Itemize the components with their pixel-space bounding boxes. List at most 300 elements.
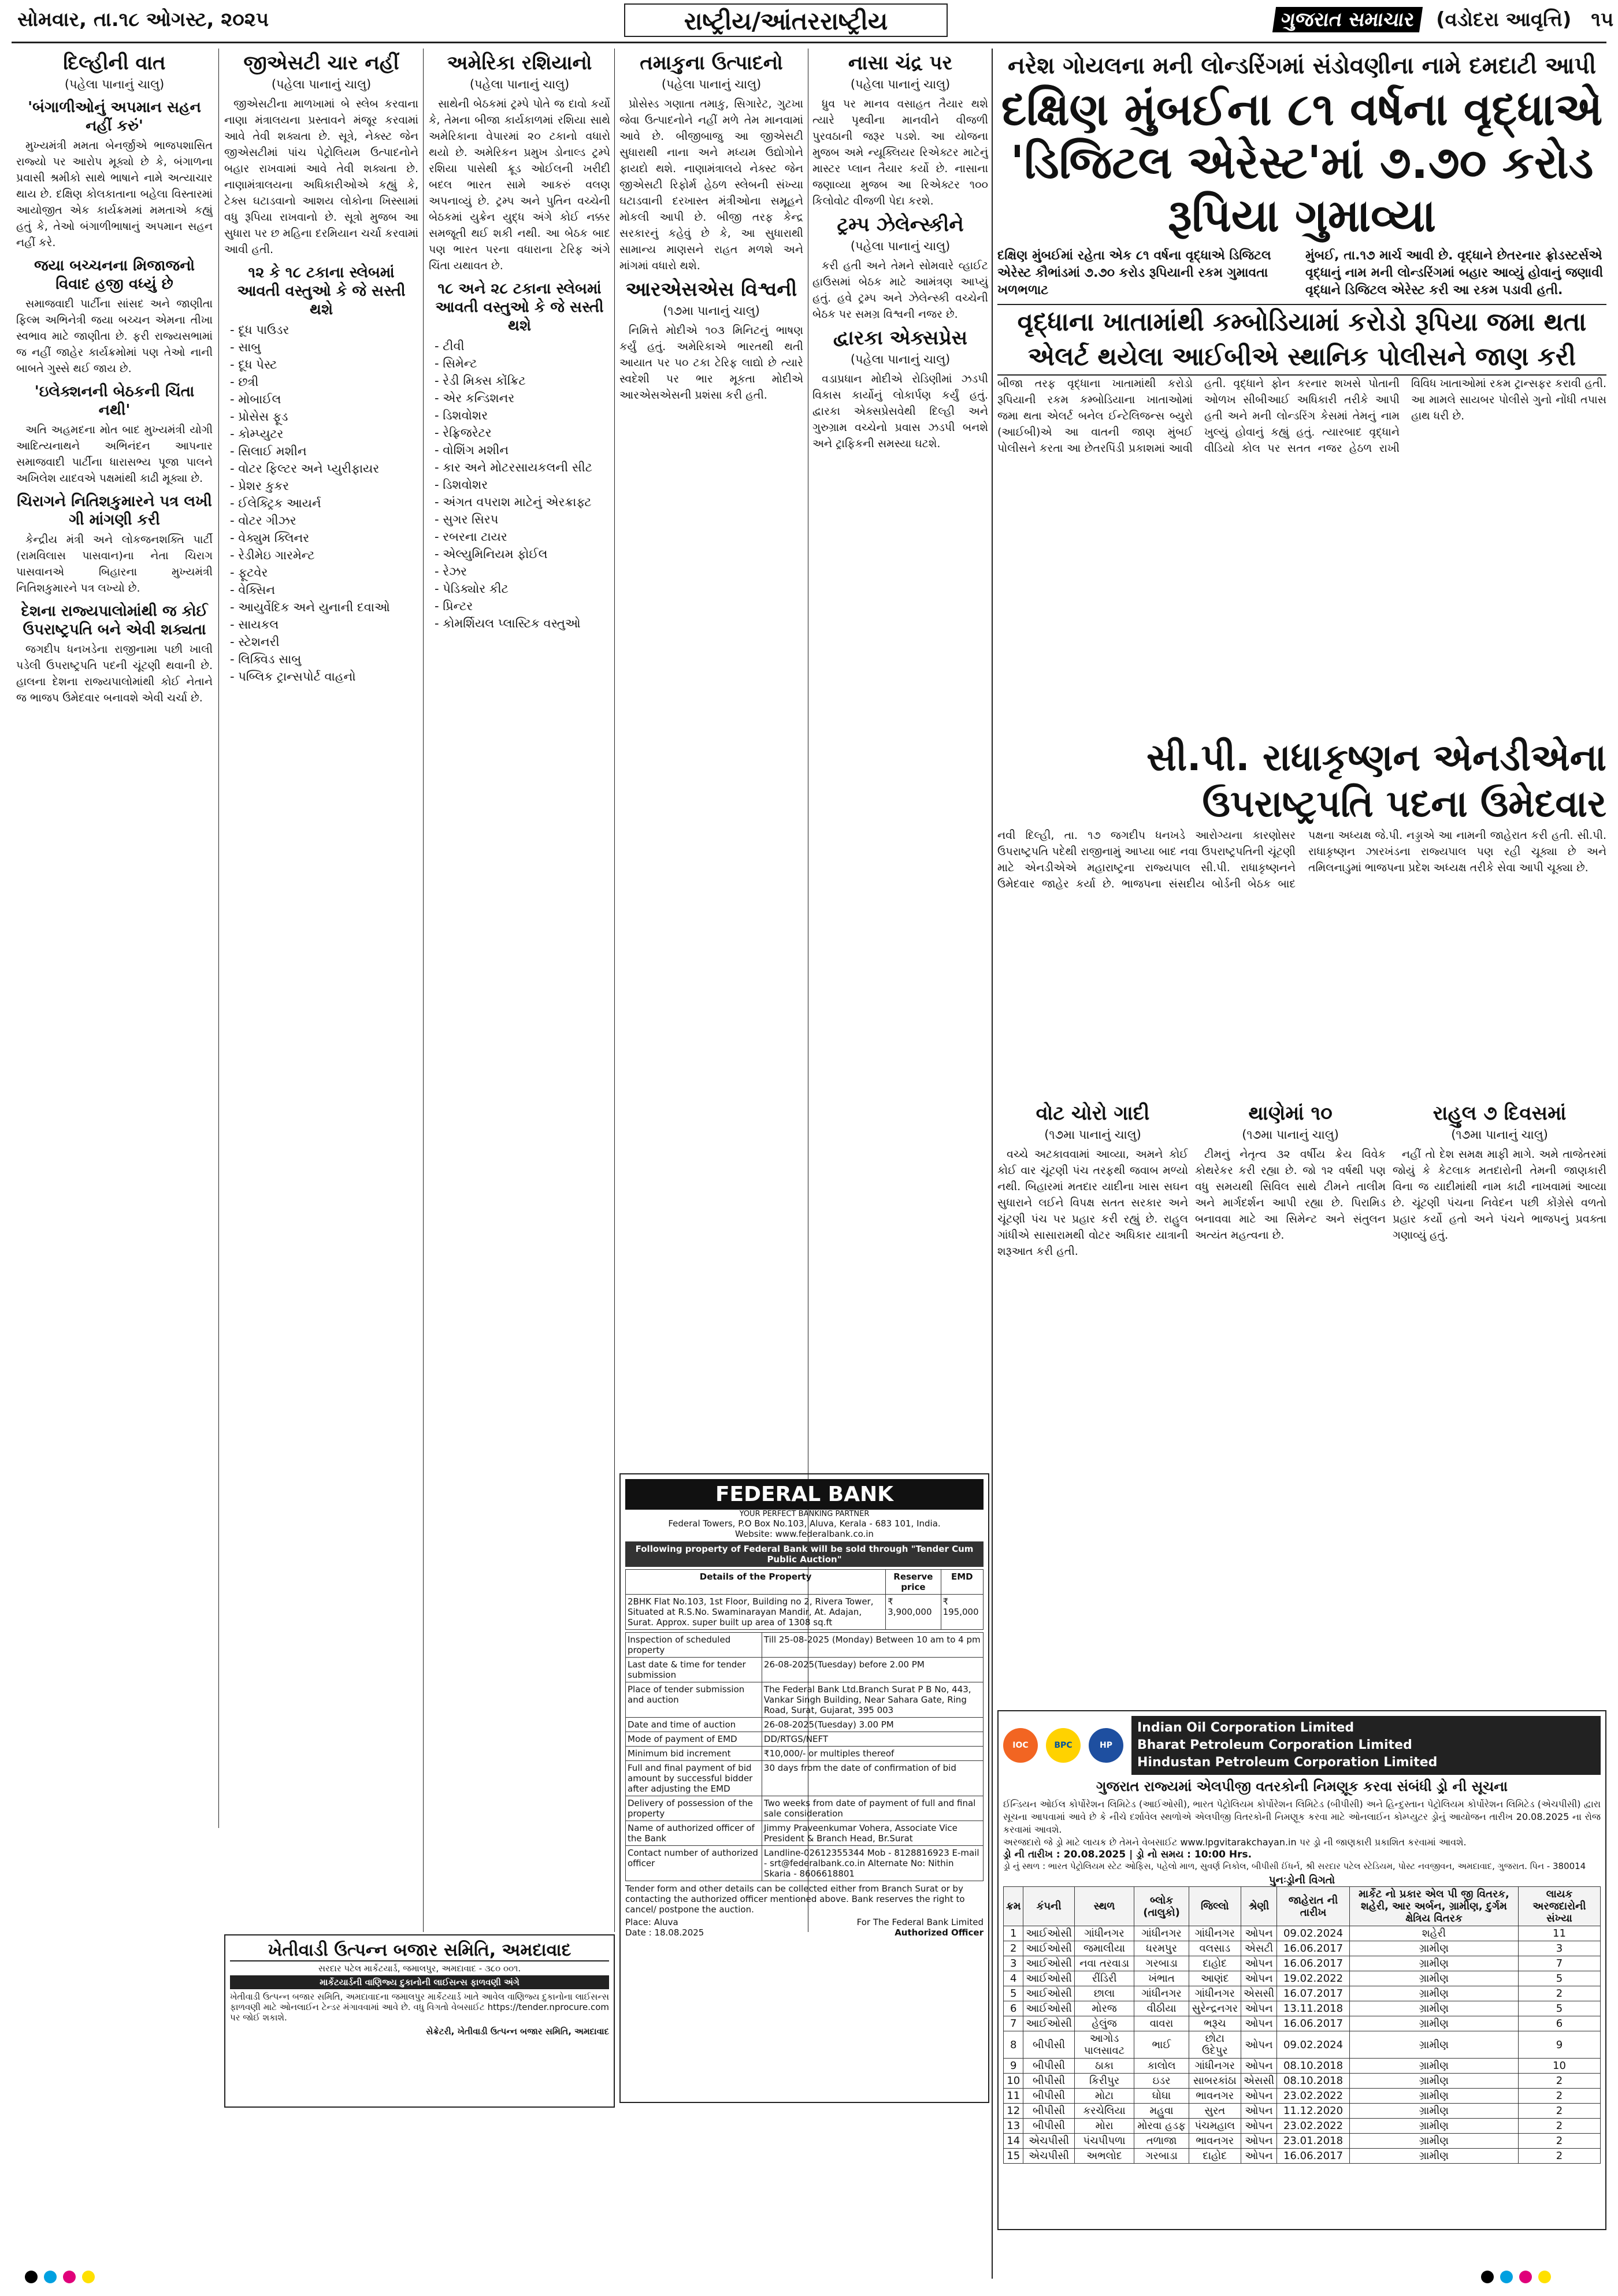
event-label: Full and final payment of bid amount by successful bidder after adjusting the EMD <box>626 1761 762 1796</box>
table-cell: 11 <box>1004 2089 1023 2104</box>
list-item: - સુગર સિરપ <box>435 512 499 526</box>
table-cell: છાલા <box>1074 1986 1134 2001</box>
table-cell: 11 <box>1518 1926 1600 1941</box>
auction-footer: Tender form and other details can be collected either from Branch Surat or by contacting the authorized officer mentioned above. Bank reserves the right to cancel/ postpone the auction. <box>625 1883 965 1915</box>
table-cell: બીપીસી <box>1023 2089 1074 2104</box>
list-item: - છત્રી <box>230 375 259 389</box>
table-cell: ઘોઘા <box>1134 2089 1189 2104</box>
bank-tagline: YOUR PERFECT BANKING PARTNER <box>739 1510 870 1518</box>
table-row <box>1004 2001 1601 2016</box>
table-row <box>1004 2104 1601 2119</box>
article-delhi <box>16 47 213 1827</box>
table-cell: પંચપીપળા <box>1074 2134 1134 2149</box>
table-cell: સુરેન્દ્રનગર <box>1189 2001 1241 2016</box>
property-details: 2BHK Flat No.103, 1st Floor, Building no 2, Rivera Tower, Situated at R.S.No. Swaminarayan Mandir, At. Adajan, Surat. Approx. super built up area of 1308 sq.ft <box>626 1595 886 1630</box>
table-cell: ઓપન <box>1241 2134 1276 2149</box>
event-value: Two weeks from date of payment of full and final sale consideration <box>762 1796 983 1821</box>
table-cell: આઈઓસી <box>1023 1971 1074 1986</box>
section-text: મુખ્યમંત્રી મમતા બેનર્જીએ ભાજપશાસિત રાજ્યો પર આરોપ મૂક્યો છે કે, બંગાળના પ્રવાસી શ્રમીકો સાથે ભાષાને નામે અત્યાચાર થાય છે. દક્ષિણ કોલકાતાના બહેલા વિસ્તારમાં આયોજીત એક કાર્યક્રમમાં મમતાએ કહ્યું હતું કે, તેઓ બંગાળીભાષાનું અપમાન સહન નહીં કરે. <box>16 139 213 249</box>
event-value: ₹10,000/- or multiples thereof <box>762 1747 983 1761</box>
apmc-notice-head: માર્કેટયાર્ડની વાણિજ્ય દુકાનોની લાઈસન્સ ફાળવણી અંગે <box>230 1975 609 1989</box>
apmc-sign: સેક્રેટરી, ખેતીવાડી ઉત્પન્ન બજાર સમિતિ, અમદાવાદ <box>426 2026 609 2037</box>
table-cell: મોરવા હડફ <box>1134 2119 1189 2134</box>
edition-label: (વડોદરા આવૃત્તિ) <box>1436 8 1572 31</box>
table-row <box>1004 1956 1601 1971</box>
col-header: EMD <box>941 1570 983 1595</box>
table-cell: અભલોદ <box>1074 2149 1134 2164</box>
table-row <box>1004 2031 1601 2059</box>
article-title: દ્વારકા એક્સપ્રેસ <box>833 326 968 350</box>
table-cell: બીપીસી <box>1023 2031 1074 2059</box>
continued-note: (પહેલા પાનાનું ચાલુ) <box>850 77 951 91</box>
table-cell: ગાંધીનગર <box>1074 1926 1134 1941</box>
list-item: - રેડી મિક્સ કોંક્રિટ <box>435 374 526 388</box>
article-text: જીએસટીના માળખામાં બે સ્લેબ કરવાના નાણા મંત્રાલયના પ્રસ્તાવને મંજૂર કરવામાં આવે તેવી શક્યતા છે. સૂત્રે, નેક્સ્ટ જેન જીએસટીમાં પાંચ પેટ્રોલિયમ ઉત્પાદનોને બહાર રાખવામાં આવે તેવી શક્યતા છે. નાણામંત્રાલયના અધિકારીઓએ કહ્યું કે, ટેક્સ ઘટાડવાનો આશય લોકોના ખિસ્સામાં વધુ રૂપિયા રાખવાનો છે. સૂત્રો મુજબ આ સુધારા પર છ મહિના દરમિયાન ચર્ચા કરવામાં આવી હતી. <box>224 98 418 256</box>
table-cell: તળાજા <box>1134 2134 1189 2149</box>
table-cell: 11.12.2020 <box>1277 2104 1350 2119</box>
reg-dot-yellow <box>1538 2271 1551 2283</box>
table-cell: 2 <box>1518 1986 1600 2001</box>
vp-body: નવી દિલ્હી, તા. ૧૭ જગદીપ ધનખડે આરોગ્યના કારણોસર ઉપરાષ્ટ્રપતિ પદેથી રાજીનામું આપ્યા બાદ નવા ઉપરાષ્ટ્રપતિની ચૂંટણી માટે એનડીએએ મહારાષ્ટ્રના રાજ્યપાલ સી.પી. રાધાકૃષ્ણનને ઉમેદવાર જાહેર કર્યા છે. ભાજપના સંસદીય બોર્ડની બેઠક બાદ પક્ષના અધ્યક્ષ જે.પી. નડ્ડાએ આ નામની જાહેરાત કરી હતી. સી.પી. રાધાકૃષ્ણન ઝારખંડના રાજ્યપાલ પણ રહી ચૂક્યા છે અને તમિલનાડુમાં ભાજપના પ્રદેશ અધ્યક્ષ તરીકે સેવા આપી ચૂક્યા છે. <box>997 829 1606 890</box>
table-cell: ઓપન <box>1241 2031 1276 2059</box>
article-us-russia <box>429 47 610 1931</box>
table-cell: ઓપન <box>1241 2119 1276 2134</box>
list-item: - ટીવી <box>435 339 465 353</box>
continued-note: (૧૭મા પાનાનું ચાલુ) <box>1242 1128 1339 1142</box>
table-cell: સુરત <box>1189 2104 1241 2119</box>
table-cell: બીપીસી <box>1023 2074 1074 2089</box>
col-header: Details of the Property <box>626 1570 886 1595</box>
event-label: Mode of payment of EMD <box>626 1732 762 1747</box>
table-cell: 9 <box>1004 2059 1023 2074</box>
table-cell: આઈઓસી <box>1023 1986 1074 2001</box>
emd-amount: ₹ 195,000 <box>941 1595 983 1630</box>
lpg-title: ગુજરાત રાજ્યમાં એલપીજી વતરકોની નિમણૂક કરવા સંબંધી ડ્રો ની સૂચના <box>1096 1778 1508 1795</box>
table-cell: 5 <box>1518 2001 1600 2016</box>
table-cell: એસટી <box>1241 1941 1276 1956</box>
indianoil-logo: IOC <box>1003 1728 1038 1763</box>
article-vice-president <box>997 735 1606 1093</box>
table-cell: 23.02.2022 <box>1277 2089 1350 2104</box>
list-item: - દૂધ પેસ્ટ <box>230 358 277 371</box>
table-cell: પંચમહાલ <box>1189 2119 1241 2134</box>
story-lede: દક્ષિણ મુંબઈમાં રહેતા એક ૮૧ વર્ષના વૃદ્ધાએ ડિજિટલ એરેસ્ટ કૌભાંડમાં ૭.૭૦ કરોડ રૂપિયાની રકમ ગુમાવતા ખળભળાટ <box>997 248 1271 298</box>
list-item: - દૂધ પાઉડર <box>230 323 290 337</box>
table-cell: ગ્રામીણ <box>1349 1956 1518 1971</box>
list-item: - ઈલેક્ટ્રિક આયર્ન <box>230 496 321 510</box>
registration-marks <box>23 2271 97 2286</box>
section-title: રાષ્ટ્રીય/આંતરરાષ્ટ્રીય <box>624 3 948 37</box>
event-value: DD/RTGS/NEFT <box>762 1732 983 1747</box>
table-cell: 2 <box>1518 2149 1600 2164</box>
table-cell: કરચેલિયા <box>1074 2104 1134 2119</box>
table-cell: 3 <box>1518 1941 1600 1956</box>
table-cell: 7 <box>1518 1956 1600 1971</box>
article-title: જીએસટી ચાર નહીં <box>243 51 399 75</box>
section-head: 'ઇલેક્શનની બેઠકની ચિંતા નથી' <box>34 383 195 419</box>
auction-events-table <box>625 1632 984 1881</box>
table-cell: મોરા <box>1074 2119 1134 2134</box>
article-text: નહીં તો દેશ સમક્ષ માફી માગે. અમે તાજેતરમાં જોયું કે કેટલાક મતદારોની તેમની જાણકારી વિના જ યાદીમાંથી નામ કાઢી નાખવામાં આવ્યા છે. ચૂંટણી પંચના નિવેદન પછી કોંગ્રેસે વળતો પ્રહાર કર્યો હતો અને પંચને ભાજપનું પ્રવક્તા ગણાવ્યું હતું. <box>1393 1148 1606 1242</box>
page-number: ૧૫ <box>1591 8 1614 31</box>
table-cell: છોટા ઉદેપુર <box>1189 2031 1241 2059</box>
table-cell: 5 <box>1004 1986 1023 2001</box>
table-cell: 2 <box>1518 2119 1600 2134</box>
table-row <box>1004 2016 1601 2031</box>
col-header: Reserve price <box>886 1570 941 1595</box>
table-cell: ગ્રામીણ <box>1349 2149 1518 2164</box>
apmc-ad <box>224 1934 615 2108</box>
list-item: - ડિશવોશર <box>435 408 488 422</box>
table-cell: ઓપન <box>1241 1971 1276 1986</box>
table-cell: ઇડર <box>1134 2074 1189 2089</box>
table-cell: ગ્રામીણ <box>1349 1986 1518 2001</box>
table-cell: 16.07.2017 <box>1277 1986 1350 2001</box>
section-head: દેશના રાજ્યપાલોમાંથી જ કોઈ ઉપરાષ્ટ્રપતિ બને એવી શક્યતા <box>21 603 208 638</box>
section-head: 'બંગાળીઓનું અપમાન સહન નહીં કરું' <box>28 99 201 135</box>
list-item: - સ્ટેશનરી <box>230 635 280 649</box>
table-row <box>1004 2134 1601 2149</box>
event-value: 26-08-2025(Tuesday) 3.00 PM <box>762 1718 983 1732</box>
article-rahul <box>1393 1098 1606 1704</box>
bharat-logo: BPC <box>1046 1728 1081 1763</box>
table-cell: એચપીસી <box>1023 2149 1074 2164</box>
ad-sign: For The Federal Bank Limited <box>856 1917 984 1927</box>
col-divider <box>614 49 615 1932</box>
article-text: ટીમનું નેતૃત્વ ૩૨ વર્ષીય ક્રેય વિવેક કોથરેકર કરી રહ્યા છે. જો ૧૨ વર્ષથી પણ વધુ સમયથી સિવિલ સાથે ટીમને તાલીમ અને માર્ગદર્શન આપી રહ્યા છે. પિરામિડ બનાવવા માટે આ સિમેન્ટ અને સંતુલન અત્યંત મહત્વના છે. <box>1195 1148 1386 1242</box>
article-title: અમેરિકા રશિયાનો <box>447 51 592 75</box>
bank-address: Federal Towers, P.O Box No.103, Aluva, Kerala - 683 101, India. <box>668 1518 941 1529</box>
table-cell: ઓપન <box>1241 2089 1276 2104</box>
table-cell: ભરૂચ <box>1189 2016 1241 2031</box>
list-item: - પ્રોસેસ ફૂડ <box>230 410 288 423</box>
table-row <box>1004 2059 1601 2074</box>
table-cell: 6 <box>1518 2016 1600 2031</box>
list-head: ૧૮ અને ૨૮ ટકાના સ્લેબમાં આવતી વસ્તુઓ કે જે સસ્તી થશે <box>435 280 604 335</box>
reg-dot-yellow <box>82 2271 95 2283</box>
table-cell: 1 <box>1004 1926 1023 1941</box>
reg-dot-magenta <box>63 2271 76 2283</box>
event-label: Place of tender submission and auction <box>626 1682 762 1718</box>
table-cell: ગ્રામીણ <box>1349 2074 1518 2089</box>
table-cell: ગરબાડા <box>1134 1956 1189 1971</box>
table-row <box>1004 1926 1601 1941</box>
col-divider <box>423 49 424 1932</box>
draw-date: ડ્રો ની તારીખ : 20.08.2025 | ડ્રો નો સમય : 10:00 Hrs. <box>1003 1849 1252 1860</box>
continued-note: (૧૭મા પાનાનું ચાલુ) <box>1044 1128 1141 1142</box>
property-table <box>625 1569 984 1630</box>
table-cell: 19.02.2022 <box>1277 1971 1350 1986</box>
event-label: Inspection of scheduled property <box>626 1633 762 1658</box>
table-cell: આઈઓસી <box>1023 1956 1074 1971</box>
event-label: Delivery of possession of the property <box>626 1796 762 1821</box>
table-cell: દાહોદ <box>1189 1956 1241 1971</box>
continued-note: (પહેલા પાનાનું ચાલુ) <box>850 352 951 366</box>
table-cell: ઓપન <box>1241 2016 1276 2031</box>
table-cell: ગ્રામીણ <box>1349 1971 1518 1986</box>
list-item: - વોશિંગ મશીન <box>435 443 509 457</box>
table-row <box>1004 2089 1601 2104</box>
table-cell: 15 <box>1004 2149 1023 2164</box>
table-cell: 16.06.2017 <box>1277 2016 1350 2031</box>
table-cell: એસસી <box>1241 2074 1276 2089</box>
event-value: Landline-02612355344 Mob - 8128816923 E-mail - srt@federalbank.co.in Alternate No: Nithin Skaria - 8606618801 <box>762 1846 983 1881</box>
table-caption: પુનઃડ્રોની વિગતો <box>1268 1874 1335 1886</box>
list-item: - વોટર ગીઝર <box>230 514 296 527</box>
table-cell: ગરબાડા <box>1134 2149 1189 2164</box>
table-cell: વલસાડ <box>1189 1941 1241 1956</box>
table-cell: 7 <box>1004 2016 1023 2031</box>
table-cell: 16.06.2017 <box>1277 1941 1350 1956</box>
continued-note: (પહેલા પાનાનું ચાલુ) <box>850 239 951 253</box>
company-name: Bharat Petroleum Corporation Limited <box>1137 1738 1412 1752</box>
table-cell: મોટા <box>1074 2089 1134 2104</box>
table-cell: આઈઓસી <box>1023 2001 1074 2016</box>
bank-logo: FEDERAL BANK <box>625 1479 984 1510</box>
list-item: - રેઝર <box>435 564 467 578</box>
table-cell: 23.02.2022 <box>1277 2119 1350 2134</box>
article-text: વચ્ચે અટકાવવામાં આવ્યા, અમને કોઈ કોઈ વાર ચૂંટણી પંચ તરફથી જવાબ મળ્યો નથી. બિહારમાં મતદાર યાદીના ખાસ સઘન સુધારાને લઈને વિપક્ષ સતત સરકાર અને ચૂંટણી પંચ પર પ્રહાર કરી રહ્યું છે. રાહુલ ગાંધીએ સાસારામથી વોટર અધિકાર યાત્રાની શરૂઆત કરી હતી. <box>997 1148 1188 1258</box>
table-cell: ગ્રામીણ <box>1349 2059 1518 2074</box>
article-title: નાસા ચંદ્ર પર <box>848 51 953 75</box>
table-cell: ભાવનગર <box>1189 2089 1241 2104</box>
table-cell: 9 <box>1518 2031 1600 2059</box>
apmc-text: ખેતીવાડી ઉત્પન્ન બજાર સમિતિ, અમદાવાદના જમાલપુર માર્કેટયાર્ડ ખાતે આવેલ વાણિજ્ય દુકાનોના લાઈસન્સ ફાળવણી માટે ઓનલાઈન ટેન્ડર મંગાવવામાં આવે છે. વધુ વિગતો વેબસાઈટ https://tender.nprocure.com પર જોઈ શકાશે. <box>230 1992 609 2023</box>
article-title: રાહુલ ૭ દિવસમાં <box>1433 1102 1567 1125</box>
auction-title: Following property of Federal Bank will be sold through "Tender Cum Public Auction" <box>625 1541 984 1567</box>
event-value: The Federal Bank Ltd.Branch Surat P B No, 443, Vankar Singh Building, Near Sahara Gate, Ring Road, Surat, Gujarat, 395 003 <box>762 1682 983 1718</box>
table-cell: રીંડિરી <box>1074 1971 1134 1986</box>
list-item: - રેડીમેઇ ગારમેન્ટ <box>230 548 315 562</box>
table-cell: 13.11.2018 <box>1277 2001 1350 2016</box>
reg-dot-cyan <box>44 2271 57 2283</box>
event-value: 30 days from the date of confirmation of bid <box>762 1761 983 1796</box>
list-item: - ફૂટવેર <box>230 566 268 579</box>
col-header: જાહેરાત ની તારીખ <box>1277 1887 1350 1926</box>
table-row <box>1004 2149 1601 2164</box>
event-value: 26-08-2025(Tuesday) before 2.00 PM <box>762 1658 983 1682</box>
table-cell: આઈઓસી <box>1023 1926 1074 1941</box>
apmc-address: સરદાર પટેલ માર્કેટયાર્ડ, જમાલપુર, અમદાવાદ - ૩૮૦ ૦૦૧. <box>318 1963 521 1974</box>
table-cell: 2 <box>1518 2074 1600 2089</box>
list-item: - પબ્લિક ટ્રાન્સપોર્ટ વાહનો <box>230 670 356 683</box>
article-title: તમાકુના ઉત્પાદનો <box>640 51 783 75</box>
table-cell: ભાઈ <box>1134 2031 1189 2059</box>
table-cell: 5 <box>1518 1971 1600 1986</box>
table-row <box>1004 1941 1601 1956</box>
table-cell: જમાલીયા <box>1074 1941 1134 1956</box>
list-item: - આયુર્વેદિક અને યુનાની દવાઓ <box>230 600 390 614</box>
event-value: Jimmy Praveenkumar Vohera, Associate Vice President & Branch Head, Br.Surat <box>762 1821 983 1846</box>
distributor-table <box>1003 1886 1601 2164</box>
table-cell: એચપીસી <box>1023 2134 1074 2149</box>
masthead <box>1274 7 1613 32</box>
list-item: - સિમેન્ટ <box>435 356 477 370</box>
list-item: - એલ્યુમિનિયમ ફોઈલ <box>435 547 548 561</box>
list-item: - પ્રેશર કુકર <box>230 479 290 493</box>
table-cell: બીપીસી <box>1023 2119 1074 2134</box>
table-cell: 3 <box>1004 1956 1023 1971</box>
table-cell: ગ્રામીણ <box>1349 2001 1518 2016</box>
article-text: સાથેની બેઠકમાં ટ્રમ્પે પોતે જ દાવો કર્યો કે, તેમના બીજા કાર્યકાળમાં રશિયા સાથે અમેરિકાના વેપારમાં ૨૦ ટકાનો વધારો થયો છે. અમેરિકન પ્રમુખ ડોનાલ્ડ ટ્રમ્પે રશિયા પાસેથી ક્રૂડ ઓઈલની ખરીદી બદલ ભારત સામે આકરું વલણ અપનાવ્યું છે. ટ્રમ્પ અને પુતિન વચ્ચેની બેઠકમાં યુક્રેન યુદ્ધ અંગે કોઈ નક્કર સમજૂતી થઈ શકી નથી. આ બેઠક બાદ પણ ભારત પરના વધારાના ટેરિફ અંગે ચિંતા યથાવત છે. <box>429 98 610 272</box>
section-head: જયા બચ્ચનના મિજાજનો વિવાદ હજી વધ્યું છે <box>34 257 195 293</box>
list-item: - મોબાઈલ <box>230 392 281 406</box>
table-cell: 2 <box>1518 2089 1600 2104</box>
table-cell: ગ્રામીણ <box>1349 1941 1518 1956</box>
list-item: - કાર અને મોટરસાયકલની સીટ <box>435 460 593 474</box>
table-cell: ઓપન <box>1241 2104 1276 2119</box>
story-body: બીજા તરફ વૃદ્ધાના ખાતામાંથી કરોડો રૂપિયાની રકમ કમ્બોડિયાના ખાતાઓમાં જમા થતા એલર્ટ બનેલ ઈન્ટેલિજન્સ બ્યુરો (આઈબી)એ આ વાતની જાણ મુંબઈ પોલીસને કરતા આ છેતરપિંડી પ્રકાશમાં આવી હતી. વૃદ્ધાને ફોન કરનાર શખસે પોતાની ઓળખ સીબીઆઈ અધિકારી તરીકે આપી હતી અને મની લોન્ડરિંગ કેસમાં તેમનું નામ ખુલ્યું હોવાનું કહ્યું હતું. ત્યારબાદ વૃદ્ધાને વીડિયો કોલ પર સતત નજર હેઠળ રાખી વિવિધ ખાતાઓમાં રકમ ટ્રાન્સફર કરાવી હતી. આ મામલે સાયબર પોલીસે ગુનો નોંધી તપાસ હાથ ધરી છે. <box>997 377 1606 455</box>
event-label: Minimum bid increment <box>626 1747 762 1761</box>
story-subheadline: વૃદ્ધાના ખાતામાંથી કમ્બોડિયામાં કરોડો રૂપિયા જમા થતા એલર્ટ થયેલા આઈબીએ સ્થાનિક પોલીસને જાણ કરી <box>997 304 1606 376</box>
event-value: Till 25-08-2025 (Monday) Between 10 am to 4 pm <box>762 1633 983 1658</box>
table-cell: 4 <box>1004 1971 1023 1986</box>
table-cell: ગ્રામીણ <box>1349 2134 1518 2149</box>
list-item: - કોમ્પ્યુટર <box>230 427 284 441</box>
section-text: કેન્દ્રીય મંત્રી અને લોકજનશક્તિ પાર્ટી (રામવિલાસ પાસવાન)ના નેતા ચિરાગ પાસવાનએ બિહારના મુખ્યમંત્રી નિતિશકુમારને પત્ર લખ્યો છે. <box>16 533 213 595</box>
article-title: થાણેમાં ૧૦ <box>1248 1102 1333 1125</box>
ad-officer: Authorized Officer <box>895 1927 984 1938</box>
table-cell: ઓપન <box>1241 1956 1276 1971</box>
table-cell: 14 <box>1004 2134 1023 2149</box>
table-cell: ઓપન <box>1241 2149 1276 2164</box>
section-text: સમાજવાદી પાર્ટીના સાંસદ અને જાણીતા ફિલ્મ અભિનેત્રી જયા બચ્ચન એમના તીખા સ્વભાવ માટે જાણીતા છે. ફરી રાજ્યસભામાં જ નહીં જાહેર કાર્યક્રમોમાં પણ તેઓ નાની બાબતે ગુસ્સે થઈ જાય છે. <box>16 298 213 375</box>
table-cell: ખંભાત <box>1134 1971 1189 1986</box>
table-cell: ગાંધીનગર <box>1189 1926 1241 1941</box>
table-cell: વાવરા <box>1134 2016 1189 2031</box>
table-cell: 23.01.2018 <box>1277 2134 1350 2149</box>
list-item: - વોટર ફિલ્ટર અને પ્યુરીફાયર <box>230 462 380 475</box>
table-cell: ગ્રામીણ <box>1349 2119 1518 2134</box>
table-cell: શહેરી <box>1349 1926 1518 1941</box>
federal-bank-ad <box>619 1473 989 2103</box>
article-title: વોટ ચોરો ગાદી <box>1036 1102 1150 1125</box>
table-cell: દાહોદ <box>1189 2149 1241 2164</box>
table-cell: ધરમપુર <box>1134 1941 1189 1956</box>
table-header-row <box>1004 1887 1601 1926</box>
lpg-draw-ad <box>997 1710 1606 2230</box>
cheaper-items-list <box>230 321 418 685</box>
table-cell: મહુવા <box>1134 2104 1189 2119</box>
event-label: Name of authorized officer of the Bank <box>626 1821 762 1846</box>
table-cell: ગ્રામીણ <box>1349 2016 1518 2031</box>
article-title: આરએસએસ વિશ્વની <box>625 278 797 301</box>
table-cell: 16.06.2017 <box>1277 2149 1350 2164</box>
article-thane <box>1195 1098 1386 1704</box>
table-cell: બીપીસી <box>1023 2059 1074 2074</box>
table-cell: ગ્રામીણ <box>1349 2104 1518 2119</box>
table-cell: ગ્રામીણ <box>1349 2031 1518 2059</box>
list-item: - પ્રિન્ટર <box>435 599 473 613</box>
col-header: કંપની <box>1023 1887 1074 1926</box>
table-cell: 8 <box>1004 2031 1023 2059</box>
table-cell: ગાંધીનગર <box>1134 1926 1189 1941</box>
table-cell: કાલોલ <box>1134 2059 1189 2074</box>
col-header: સ્થળ <box>1074 1887 1134 1926</box>
list-head: ૧૨ કે ૧૮ ટકાના સ્લેબમાં આવતી વસ્તુઓ કે જે સસ્તી થશે <box>237 264 406 318</box>
table-cell: સાબરકાંઠા <box>1189 2074 1241 2089</box>
reg-dot-magenta <box>1519 2271 1532 2283</box>
article-gst <box>224 47 418 1879</box>
vp-headline: સી.પી. રાધાકૃષ્ણન એનડીએના ઉપરાષ્ટ્રપતિ પદના ઉમેદવાર <box>1146 737 1606 826</box>
table-cell: 13 <box>1004 2119 1023 2134</box>
list-item: - સાયકલ <box>230 618 279 631</box>
continued-note: (૧૭મા પાનાનું ચાલુ) <box>1451 1128 1548 1142</box>
list-item: - વેક્સિન <box>230 583 275 597</box>
ad-place: Place: Aluva <box>625 1917 678 1927</box>
section-text: અતિ અહમદના મોત બાદ મુખ્યમંત્રી યોગી આદિત્યનાથને અભિનંદન આપનાર સમાજવાદી પાર્ટીના ધારાસભ્ય પૂજા પાલને અખિલેશ યાદવએ પક્ષમાંથી કાઢી મૂક્યા છે. <box>16 423 213 485</box>
list-item: - ડિશવોશર <box>435 478 488 492</box>
registration-marks <box>1479 2271 1553 2286</box>
table-cell: આણંદ <box>1189 1971 1241 1986</box>
table-cell: વીઠીયા <box>1134 2001 1189 2016</box>
list-item: - સિલાઈ મશીન <box>230 444 307 458</box>
event-label: Last date & time for tender submission <box>626 1658 762 1682</box>
list-item: - અંગત વપરાશ માટેનું એરક્રાફ્ટ <box>435 495 592 509</box>
continued-note: (૧૭મા પાનાનું ચાલુ) <box>663 304 760 318</box>
table-cell: ગાંધીનગર <box>1189 2059 1241 2074</box>
col-header: લાયક અરજદારોની સંખ્યા <box>1518 1887 1600 1926</box>
list-item: - રબરના ટાયર <box>435 530 507 544</box>
table-cell: હેલુંજ <box>1074 2016 1134 2031</box>
col-header: ક્રમ <box>1004 1887 1023 1926</box>
table-row <box>1004 1971 1601 1986</box>
section-text: જગદીપ ધનખડેના રાજીનામા પછી ખાલી પડેલી ઉપરાષ્ટ્રપતિ પદની ચૂંટણી થવાની છે. હાલના દેશના રાજ્યપાલોમાંથી કોઈ નેતાને જ ભાજપ ઉમેદવાર બનાવશે એવી ચર્ચા છે. <box>16 643 213 704</box>
event-label: Contact number of authorized officer <box>626 1846 762 1881</box>
lpg-text-2: અરજદારો જે ડ્રો માટે લાયક છે તેમને વેબસાઈટ www.lpgvitarakchayan.in પર ડ્રો ની જાણકારી પ્રકાશિત કરવામાં આવશે. <box>1003 1837 1467 1848</box>
table-row <box>1004 2074 1601 2089</box>
reserve-price: ₹ 3,900,000 <box>886 1595 941 1630</box>
table-cell: ઠાકા <box>1074 2059 1134 2074</box>
table-cell: આગોડ પાલસાવટ <box>1074 2031 1134 2059</box>
table-cell: 12 <box>1004 2104 1023 2119</box>
col-header: શ્રેણી <box>1241 1887 1276 1926</box>
continued-note: (પહેલા પાનાનું ચાલુ) <box>469 77 570 91</box>
article-text: નિમિત્તે મોદીએ ૧૦૩ મિનિટનું ભાષણ કર્યું હતું. અમેરિકાએ ભારતથી થતી આયાત પર ૫૦ ટકા ટેરિફ લાદ્યો છે ત્યારે સ્વદેશી પર ભાર મૂકતા મોદીએ આરએસએસની પ્રશંસા કરી હતી. <box>619 324 803 402</box>
company-name: Hindustan Petroleum Corporation Limited <box>1137 1755 1438 1770</box>
table-row <box>1004 2119 1601 2134</box>
brand-logo: ગુજરાત સમાચાર <box>1272 7 1423 32</box>
story-banner: નરેશ ગોયલના મની લોન્ડરિંગમાં સંડોવણીના નામે દમદાટી આપી <box>1007 53 1597 79</box>
article-digital-arrest <box>997 49 1606 730</box>
hp-logo: HP <box>1089 1728 1123 1763</box>
reg-dot-black <box>25 2271 38 2283</box>
list-item: - રેફ્રિજરેટર <box>435 426 492 440</box>
story-lede-2: મુંબઈ, તા.૧૭ માર્ચ આવી છે. વૃદ્ધાને છેતરનાર ફ્રોડસ્ટર્સએ વૃદ્ધાનું નામ મની લોન્ડરિંગમાં બહાર આવ્યું હોવાનું જણાવી વૃદ્ધાને ડિજિટલ એરેસ્ટ કરી આ રકમ પડાવી હતી. <box>1305 248 1604 298</box>
table-cell: આઈઓસી <box>1023 2016 1074 2031</box>
continued-note: (પહેલા પાનાનું ચાલુ) <box>271 77 372 91</box>
table-cell: નવા તરવાડા <box>1074 1956 1134 1971</box>
table-cell: ઓપન <box>1241 1926 1276 1941</box>
draw-venue: ડ્રો નું સ્થળ : ભારત પેટ્રોલિયમ સ્ટેટ ઓફિસ, પહેલો માળ, સુવર્ણ નિકોલ, બીપીસી ઈંધર્ન, શ્રી સરદાર પટેલ સ્ટેડિયમ, પોસ્ટ નવજીવન, અમદાવાદ, ગુજરાત. પિન - 380014 <box>1003 1861 1586 1871</box>
bank-website: Website: www.federalbank.co.in <box>735 1529 874 1539</box>
table-cell: 08.10.2018 <box>1277 2074 1350 2089</box>
table-cell: મોરજ <box>1074 2001 1134 2016</box>
article-nasa <box>812 47 988 1526</box>
col-header: બ્લોક (તાલુકો) <box>1134 1887 1189 1926</box>
table-cell: 6 <box>1004 2001 1023 2016</box>
table-cell: 2 <box>1518 2134 1600 2149</box>
list-item: - કોમર્શિયલ પ્લાસ્ટિક વસ્તુઓ <box>435 616 581 630</box>
table-cell: બીપીસી <box>1023 2104 1074 2119</box>
article-text: પ્રોસેસ્ડ ગણાતા તમાકુ, સિગારેટ, ગુટખા જેવા ઉત્પાદનોને નહીં મળે તેમ માનવામાં આવે છે. બીજીબાજુ આ જીએસટી સુધારાથી નાના અને મધ્યમ ઉદ્યોગોને ફાયદો થશે. નાણામંત્રાલયે નેક્સ્ટ જેન જીએસટી રિફોર્મ હેઠળ સ્લેબની સંખ્યા ઘટાડવાની દરખાસ્ત મંત્રીઓના સમૂહને મોકલી આપી છે. બીજી તરફ કેન્દ્ર સરકારનું કહેવું છે કે, આ સુધારાથી સામાન્ય માણસને રાહત મળશે અને માંગમાં વધારો થશે. <box>619 98 803 272</box>
table-cell: ગ્રામીણ <box>1349 2089 1518 2104</box>
col-header: માર્કેટ નો પ્રકાર એલ પી જી વિતરક, શહેરી, આર અર્બન, ગ્રામીણ, દુર્ગમ ક્ષેત્રિય વિતરક <box>1349 1887 1518 1926</box>
table-cell: ગાંધીનગર <box>1189 1986 1241 2001</box>
reg-dot-black <box>1481 2271 1494 2283</box>
apmc-title: ખેતીવાડી ઉત્પન્ન બજાર સમિતિ, અમદાવાદ <box>230 1940 609 1961</box>
list-item: - વેક્યુમ ક્લિનર <box>230 531 310 545</box>
